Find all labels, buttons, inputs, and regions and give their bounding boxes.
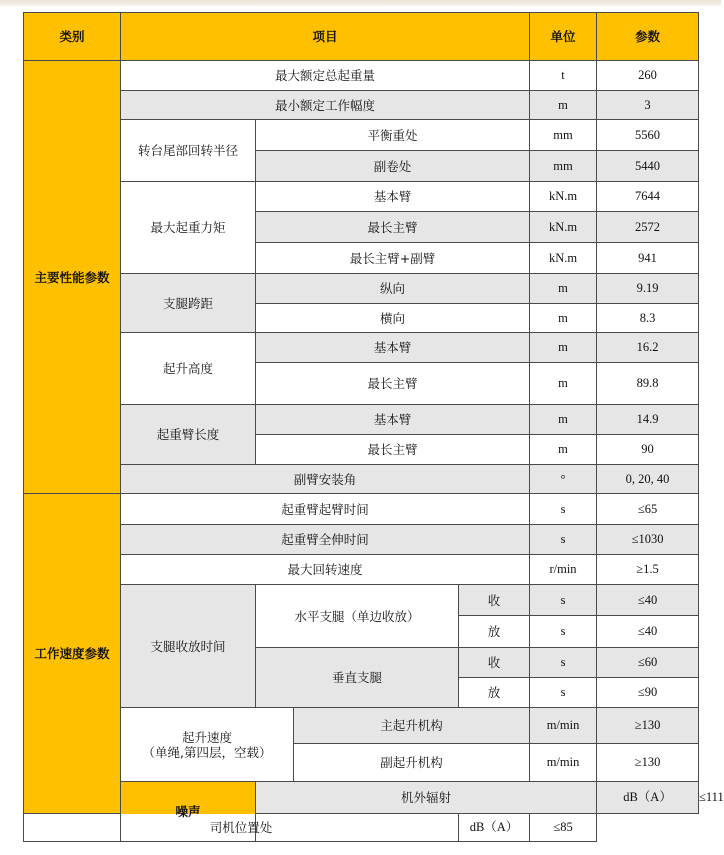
table-row xyxy=(24,555,699,585)
row-unit: kN.m xyxy=(530,182,597,212)
row-label: 收 xyxy=(459,648,530,678)
row-unit: mm xyxy=(530,151,597,182)
top-border xyxy=(0,0,721,6)
row-label: 副卷处 xyxy=(256,151,530,182)
hoist-speed-label: 起升速度 xyxy=(181,729,232,745)
row-label: 司机位置处 xyxy=(24,814,459,842)
row-value: 3 xyxy=(597,91,699,120)
row-unit: m xyxy=(530,333,597,363)
header-unit: 单位 xyxy=(530,13,597,61)
row-value: 8.3 xyxy=(597,304,699,333)
row-value: ≤85 xyxy=(530,814,597,842)
row-value: ≤90 xyxy=(597,678,699,708)
row-unit: dB（A） xyxy=(597,782,699,814)
row-label: 平衡重处 xyxy=(256,120,530,151)
row-label: 最小额定工作幅度 xyxy=(121,91,530,120)
group-label: 支腿收放时间 xyxy=(121,585,256,708)
row-label: 基本臂 xyxy=(256,333,530,363)
header-category: 类别 xyxy=(24,13,121,61)
row-value: 16.2 xyxy=(597,333,699,363)
row-value: 260 xyxy=(597,61,699,91)
table-row xyxy=(24,274,699,304)
row-unit: m xyxy=(530,405,597,435)
group-label: 支腿跨距 xyxy=(121,274,256,333)
table-row xyxy=(24,465,699,494)
row-value: ≥130 xyxy=(597,744,699,782)
group-label: 最大起重力矩 xyxy=(121,182,256,274)
row-value: ≤60 xyxy=(597,648,699,678)
row-value: ≤65 xyxy=(597,494,699,525)
row-label: 纵向 xyxy=(256,274,530,304)
row-unit: mm xyxy=(530,120,597,151)
row-value: 5440 xyxy=(597,151,699,182)
row-unit: s xyxy=(530,525,597,555)
row-label: 放 xyxy=(459,678,530,708)
table-row xyxy=(24,182,699,212)
row-unit: m xyxy=(530,435,597,465)
row-label: 基本臂 xyxy=(256,182,530,212)
row-label: 收 xyxy=(459,585,530,616)
row-label: 最长主臂 xyxy=(256,212,530,243)
group-performance: 主要性能参数 xyxy=(24,61,121,494)
row-unit: kN.m xyxy=(530,243,597,274)
row-label: 横向 xyxy=(256,304,530,333)
row-value: 7644 xyxy=(597,182,699,212)
row-unit: s xyxy=(530,648,597,678)
table-row xyxy=(24,708,699,744)
group-label: 起重臂长度 xyxy=(121,405,256,465)
table-row xyxy=(24,814,699,842)
row-label: 机外辐射 xyxy=(256,782,597,814)
row-unit: r/min xyxy=(530,555,597,585)
header-param: 参数 xyxy=(597,13,699,61)
row-unit: m xyxy=(530,304,597,333)
row-unit: ° xyxy=(530,465,597,494)
row-unit: s xyxy=(530,678,597,708)
row-unit: m xyxy=(530,363,597,405)
row-value: 941 xyxy=(597,243,699,274)
row-label: 起重臂起臂时间 xyxy=(121,494,530,525)
row-label: 最大额定总起重量 xyxy=(121,61,530,91)
subgroup-label: 垂直支腿 xyxy=(256,648,459,708)
table-row: 噪声 机外辐射 dB（A） ≤111 xyxy=(24,782,699,814)
row-label: 放 xyxy=(459,616,530,648)
table-row xyxy=(24,91,699,120)
header-item: 项目 xyxy=(121,13,530,61)
row-value: 90 xyxy=(597,435,699,465)
group-speed: 工作速度参数 xyxy=(24,494,121,814)
row-value: ≥1.5 xyxy=(597,555,699,585)
row-value: 5560 xyxy=(597,120,699,151)
row-value: ≤1030 xyxy=(597,525,699,555)
row-unit: t xyxy=(530,61,597,91)
row-value: 14.9 xyxy=(597,405,699,435)
table-row xyxy=(24,585,699,616)
table-header-row xyxy=(24,13,699,61)
table-row xyxy=(24,494,699,525)
row-unit: s xyxy=(530,616,597,648)
table-row xyxy=(24,120,699,151)
row-value: 9.19 xyxy=(597,274,699,304)
group-noise: 噪声 xyxy=(121,782,256,842)
row-unit: s xyxy=(530,585,597,616)
row-label: 副起升机构 xyxy=(294,744,530,782)
row-label: 最长主臂 xyxy=(256,363,530,405)
row-label: 最长主臂 xyxy=(256,435,530,465)
row-label: 最大回转速度 xyxy=(121,555,530,585)
row-value: 0, 20, 40 xyxy=(597,465,699,494)
table-row xyxy=(24,61,699,91)
row-unit: s xyxy=(530,494,597,525)
row-label: 副臂安装角 xyxy=(121,465,530,494)
row-unit: kN.m xyxy=(530,212,597,243)
group-label: 起升高度 xyxy=(121,333,256,405)
table-row xyxy=(24,405,699,435)
row-label: 起重臂全伸时间 xyxy=(121,525,530,555)
table-row xyxy=(24,525,699,555)
row-value: ≤40 xyxy=(597,616,699,648)
row-unit: dB（A） xyxy=(459,814,530,842)
row-value: 2572 xyxy=(597,212,699,243)
row-unit: m xyxy=(530,91,597,120)
spec-table xyxy=(23,12,724,842)
hoist-speed-condition: （单绳,第四层，空载） xyxy=(142,744,272,760)
row-unit: m/min xyxy=(530,708,597,744)
subgroup-label: 水平支腿（单边收放） xyxy=(256,585,459,648)
row-label: 最长主臂+副臂 xyxy=(256,243,530,274)
table-row xyxy=(24,333,699,363)
group-label-hoist-speed xyxy=(121,708,294,782)
row-unit: m/min xyxy=(530,744,597,782)
row-label: 主起升机构 xyxy=(294,708,530,744)
row-value: ≤40 xyxy=(597,585,699,616)
group-label: 转台尾部回转半径 xyxy=(121,120,256,182)
row-label: 基本臂 xyxy=(256,405,530,435)
row-value: 89.8 xyxy=(597,363,699,405)
row-value: ≥130 xyxy=(597,708,699,744)
row-unit: m xyxy=(530,274,597,304)
